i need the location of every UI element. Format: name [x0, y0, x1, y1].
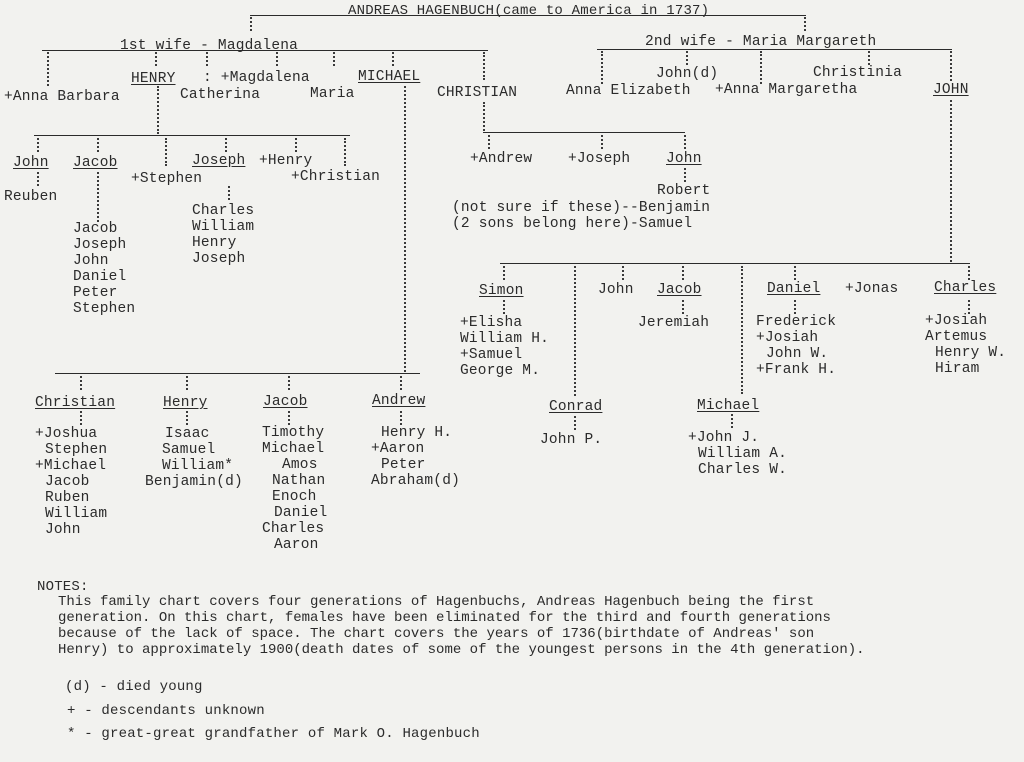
person-michael: MICHAEL: [358, 69, 421, 85]
wife2-drop-b: [686, 51, 688, 65]
jc-simon-down: [503, 300, 505, 314]
grandchild: Henry W.: [935, 345, 1007, 361]
henry-child-joseph: Joseph: [192, 153, 246, 169]
john-daniel-children: [756, 314, 836, 378]
jc-drop-michael: [741, 266, 743, 394]
person-maria: Maria: [310, 86, 355, 102]
person-christinia: Christinia: [813, 65, 903, 81]
wife1-drop-d: [276, 52, 278, 66]
grandchild: +Josiah: [756, 330, 819, 346]
henry-grandchild-reuben: Reuben: [4, 189, 58, 205]
henry-child-christian: +Christian: [291, 169, 381, 185]
hc-jacob-down: [97, 172, 99, 222]
grandchild: Jacob: [73, 221, 118, 237]
grandchild: Frederick: [756, 314, 837, 330]
grandchild: Stephen: [73, 301, 136, 317]
grandchild: Artemus: [925, 329, 988, 345]
jc-drop-simon: [503, 266, 505, 280]
grandchild: Michael: [262, 441, 325, 457]
grandchild: William: [45, 506, 108, 522]
notes-line: because of the lack of space. The chart covers the years of 1736(birthdate of Andreas' son: [58, 626, 815, 642]
grandchild: Ruben: [45, 490, 90, 506]
person-catherina: Catherina: [180, 87, 261, 103]
john-child-jonas: +Jonas: [845, 281, 899, 297]
grandchild: +John J.: [688, 430, 760, 446]
john-child-daniel: Daniel: [767, 281, 821, 297]
notes-paragraph: [58, 594, 1018, 658]
grandchild: Abraham(d): [371, 473, 461, 489]
john-child-michael: Michael: [697, 398, 760, 414]
grandchild: Aaron: [274, 537, 319, 553]
legend-died-young: (d) - died young: [65, 679, 203, 695]
wife1-drop-e: [333, 52, 335, 66]
grandchild: Samuel: [162, 442, 216, 458]
legend-great-grandfather: * - great-great grandfather of Mark O. Hagenbuch: [67, 726, 480, 742]
hc-joseph-down: [228, 186, 230, 200]
first-wife-label: 1st wife - Magdalena: [120, 38, 299, 54]
grandchild: Jacob: [45, 474, 90, 490]
grandchild: +Michael: [35, 458, 107, 474]
michael-children-line: [55, 373, 420, 374]
grandchild: William A.: [698, 446, 788, 462]
person-john: JOHN: [933, 82, 969, 98]
michael-child-jacob: Jacob: [263, 394, 308, 410]
hc-drop-jacob: [97, 138, 99, 152]
jc-drop-john: [622, 266, 624, 280]
person-anna-elizabeth: Anna Elizabeth: [566, 83, 691, 99]
jc-michael-down: [731, 414, 733, 428]
christian-grandchild-benjamin: (not sure if these)--Benjamin: [452, 200, 711, 216]
title-drop-left: [250, 17, 252, 31]
hc-drop-henry: [295, 138, 297, 152]
grandchild: Joseph: [73, 237, 127, 253]
grandchild: +Josiah: [925, 313, 988, 329]
henry-child-john: John: [13, 155, 49, 171]
mc-henry-down: [186, 411, 188, 425]
michael-jacob-children: [262, 425, 327, 553]
jc-jacob-down: [682, 300, 684, 314]
wife1-drop-a: [47, 52, 49, 86]
john-simon-children: [460, 315, 549, 379]
grandchild: John W.: [766, 346, 829, 362]
grandchild: Henry: [192, 235, 237, 251]
second-wife-label: 2nd wife - Maria Margareth: [645, 34, 877, 50]
hc-drop-john: [37, 138, 39, 152]
grandchild: +Joshua: [35, 426, 98, 442]
person-john-d: John(d): [656, 66, 719, 82]
grandchild: John: [45, 522, 81, 538]
cc-drop-joseph: [601, 135, 603, 149]
john-line-down: [950, 100, 952, 262]
michael-child-andrew: Andrew: [372, 393, 426, 409]
hc-drop-joseph: [225, 138, 227, 152]
hc-drop-stephen: [165, 138, 167, 166]
wife1-drop-b: [155, 52, 157, 66]
henry-child-henry: +Henry: [259, 153, 313, 169]
notes-heading: NOTES:: [37, 579, 89, 595]
mc-christian-down: [80, 411, 82, 425]
henry-children-line: [34, 135, 350, 136]
john-grandchild-john-p: John P.: [540, 432, 603, 448]
jc-drop-charles: [968, 266, 970, 280]
grandchild: William*: [162, 458, 234, 474]
grandchild: Timothy: [262, 425, 325, 441]
christian-child-joseph: +Joseph: [568, 151, 631, 167]
mc-andrew-down: [400, 411, 402, 425]
hc-drop-christian: [344, 138, 346, 166]
wife1-drop-christian: [483, 52, 485, 80]
grandchild: Benjamin(d): [145, 474, 243, 490]
john-child-simon: Simon: [479, 283, 524, 299]
chart-title: ANDREAS HAGENBUCH(came to America in 1737): [348, 3, 710, 19]
christian-child-andrew: +Andrew: [470, 151, 533, 167]
john-child-jacob: Jacob: [657, 282, 702, 298]
grandchild: William: [192, 219, 255, 235]
grandchild: Enoch: [272, 489, 317, 505]
cc-drop-john: [684, 135, 686, 149]
christian-line-down: [483, 102, 485, 131]
grandchild: Daniel: [73, 269, 127, 285]
michael-henry-children: [145, 426, 243, 490]
henry-child-jacob: Jacob: [73, 155, 118, 171]
henry-line-down: [157, 86, 159, 134]
jc-drop-jacob: [682, 266, 684, 280]
wife2-drop-c: [760, 51, 762, 84]
john-child-charles: Charles: [934, 280, 997, 296]
grandchild: Peter: [73, 285, 118, 301]
person-anna-margaretha: +Anna Margaretha: [715, 82, 858, 98]
grandchild: Amos: [282, 457, 318, 473]
grandchild: Henry H.: [381, 425, 453, 441]
john-grandchild-jeremiah: Jeremiah: [638, 315, 710, 331]
henry-joseph-children: [192, 203, 254, 267]
john-child-conrad: Conrad: [549, 399, 603, 415]
notes-line: Henry) to approximately 1900(death dates of some of the youngest persons in the 4th generation).: [58, 642, 865, 658]
michael-child-henry: Henry: [163, 395, 208, 411]
grandchild: George M.: [460, 363, 541, 379]
wife2-drop-john: [950, 51, 952, 81]
grandchild: Daniel: [274, 505, 328, 521]
grandchild: Hiram: [935, 361, 980, 377]
grandchild: Nathan: [272, 473, 326, 489]
person-christian: CHRISTIAN: [437, 85, 518, 101]
wife2-drop-d: [868, 51, 870, 65]
mc-drop-henry: [186, 376, 188, 390]
michael-andrew-children: [371, 425, 460, 489]
title-drop-right: [804, 17, 806, 31]
mc-jacob-down: [288, 411, 290, 425]
grandchild: Charles W.: [698, 462, 788, 478]
person-magdalena: : +Magdalena: [203, 70, 310, 86]
mc-drop-andrew: [400, 376, 402, 390]
person-anna-barbara: +Anna Barbara: [4, 89, 120, 105]
grandchild: Stephen: [45, 442, 108, 458]
john-child-john: John: [598, 282, 634, 298]
grandchild: Charles: [192, 203, 255, 219]
jc-drop-daniel: [794, 266, 796, 280]
henry-child-stephen: +Stephen: [131, 171, 203, 187]
grandchild: Charles: [262, 521, 325, 537]
person-henry: HENRY: [131, 71, 176, 87]
wife1-drop-f: [392, 52, 394, 66]
john-children-line: [500, 263, 970, 264]
grandchild: William H.: [460, 331, 550, 347]
cc-drop-andrew: [488, 135, 490, 149]
cc-john-down: [684, 168, 686, 182]
grandchild: Isaac: [165, 426, 210, 442]
christian-grandchild-samuel: (2 sons belong here)-Samuel: [452, 216, 693, 232]
jc-charles-down: [968, 300, 970, 314]
grandchild: John: [73, 253, 109, 269]
wife2-drop-a: [601, 51, 603, 84]
grandchild: +Aaron: [371, 441, 425, 457]
john-charles-children: [925, 313, 1006, 377]
christian-child-john: John: [666, 151, 702, 167]
notes-line: This family chart covers four generations of Hagenbuchs, Andreas Hagenbuch being the first: [58, 594, 815, 610]
michael-child-christian: Christian: [35, 395, 116, 411]
legend-descendants-unknown: + - descendants unknown: [67, 703, 265, 719]
grandchild: Joseph: [192, 251, 246, 267]
grandchild: +Samuel: [460, 347, 523, 363]
notes-line: generation. On this chart, females have been eliminated for the third and fourth generations: [58, 610, 831, 626]
christian-grandchild-robert: Robert: [657, 183, 711, 199]
mc-drop-christian: [80, 376, 82, 390]
christian-children-line: [483, 132, 685, 133]
john-michael-children: [688, 430, 787, 478]
jc-conrad-down: [574, 416, 576, 430]
michael-christian-children: [35, 426, 107, 538]
grandchild: +Elisha: [460, 315, 523, 331]
wife1-drop-c: [206, 52, 208, 66]
henry-jacob-children: [73, 221, 135, 317]
mc-drop-jacob: [288, 376, 290, 390]
grandchild: +Frank H.: [756, 362, 837, 378]
michael-line-down: [404, 86, 406, 372]
hc-john-down: [37, 172, 39, 186]
grandchild: Peter: [381, 457, 426, 473]
jc-drop-conrad: [574, 266, 576, 396]
jc-daniel-down: [794, 300, 796, 314]
